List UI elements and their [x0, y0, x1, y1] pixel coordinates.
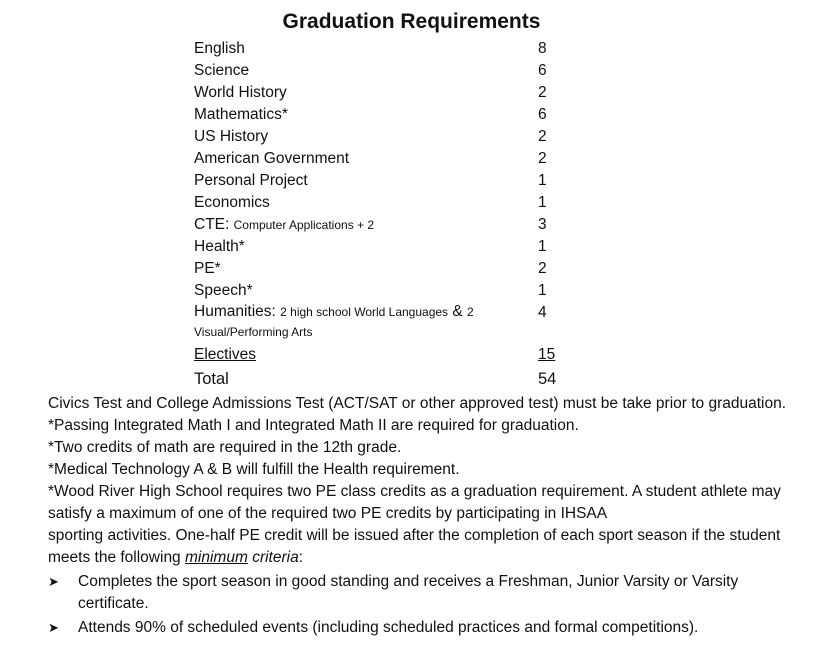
criteria-list	[48, 571, 808, 639]
math-pass-note: *Passing Integrated Math I and Integrated Math II are required for graduation.	[48, 417, 579, 434]
credits-value: 1	[538, 282, 547, 299]
medical-tech-note: *Medical Technology A & B will fulfill the Health requirement.	[48, 461, 460, 478]
requirement-row	[194, 104, 574, 126]
requirement-row	[194, 280, 574, 302]
subject-note: 2 Visual/Performing Arts	[194, 305, 474, 339]
subject-note: Computer Applications + 2	[233, 218, 375, 232]
arrowhead-icon: ➤	[48, 574, 59, 589]
subject-label: Mathematics*	[194, 106, 288, 123]
pe-note-sport	[48, 525, 808, 569]
math-12th-note: *Two credits of math are required in the 12th grade.	[48, 439, 402, 456]
subject-label	[194, 302, 514, 342]
subject-label: Speech*	[194, 282, 253, 299]
civics-note: Civics Test and College Admissions Test (ACT/SAT or other approved test) must be take prior to graduation.	[48, 395, 787, 412]
credits-value: 4	[538, 304, 547, 321]
criteria-emphasis: criteria	[252, 549, 299, 566]
subject-label: Health*	[194, 238, 245, 255]
requirement-row	[194, 170, 574, 192]
pe-note-intro: *Wood River High School requires two PE class credits as a graduation requirement. A student athlete may satisfy a maximum of one of the required two PE credits by participating in IHSAA	[48, 483, 781, 522]
colon: :	[298, 549, 304, 566]
subject-label: US History	[194, 128, 269, 145]
notes-section	[48, 393, 808, 641]
credits-value: 2	[538, 128, 547, 145]
total-row	[194, 368, 574, 392]
requirement-row	[194, 236, 574, 258]
list-item	[48, 617, 808, 639]
subject-label: Electives	[194, 346, 257, 363]
subject-label: English	[194, 40, 245, 57]
credits-value: 8	[538, 40, 547, 57]
credits-value: 2	[538, 84, 547, 101]
credits-value: 1	[538, 194, 547, 211]
subject-label: Personal Project	[194, 172, 308, 189]
electives-row	[194, 344, 574, 368]
subject-note: 2 high school World Languages	[280, 305, 449, 319]
subject-name: CTE:	[194, 216, 230, 233]
requirements-table	[194, 38, 574, 392]
subject-label: Science	[194, 62, 250, 79]
total-value: 54	[538, 370, 557, 388]
credits-value: 1	[538, 172, 547, 189]
requirement-row	[194, 192, 574, 214]
credits-value: 15	[538, 346, 556, 363]
requirement-row	[194, 60, 574, 82]
list-item-text: Attends 90% of scheduled events (including scheduled practices and formal competitions).	[78, 619, 699, 636]
requirement-row	[194, 126, 574, 148]
credits-value: 6	[538, 62, 547, 79]
pe-note-text: sporting activities. One-half PE credit will be issued after the completion of each sport season if the student meets the following	[48, 527, 781, 566]
requirement-row	[194, 258, 574, 280]
subject-name: Humanities:	[194, 303, 276, 320]
requirement-row	[194, 82, 574, 104]
credits-value: 6	[538, 106, 547, 123]
credits-value: 3	[538, 216, 547, 233]
page-title: Graduation Requirements	[282, 10, 541, 33]
list-item	[48, 571, 808, 615]
minimum-emphasis: minimum	[185, 549, 248, 566]
list-item-text: Completes the sport season in good standing and receives a Freshman, Junior Varsity or Varsity certificate.	[78, 573, 739, 612]
requirement-row	[194, 214, 574, 236]
subject-label: PE*	[194, 260, 221, 277]
subject-label: Economics	[194, 194, 270, 211]
credits-value: 1	[538, 238, 547, 255]
requirement-row	[194, 302, 574, 344]
credits-value: 2	[538, 260, 547, 277]
subject-label	[194, 214, 374, 236]
total-label: Total	[194, 370, 229, 388]
requirement-row	[194, 38, 574, 60]
requirement-row	[194, 148, 574, 170]
subject-label: American Government	[194, 150, 350, 167]
credits-value: 2	[538, 150, 547, 167]
arrowhead-icon: ➤	[48, 620, 59, 635]
ampersand: &	[452, 303, 463, 320]
subject-label: World History	[194, 84, 287, 101]
